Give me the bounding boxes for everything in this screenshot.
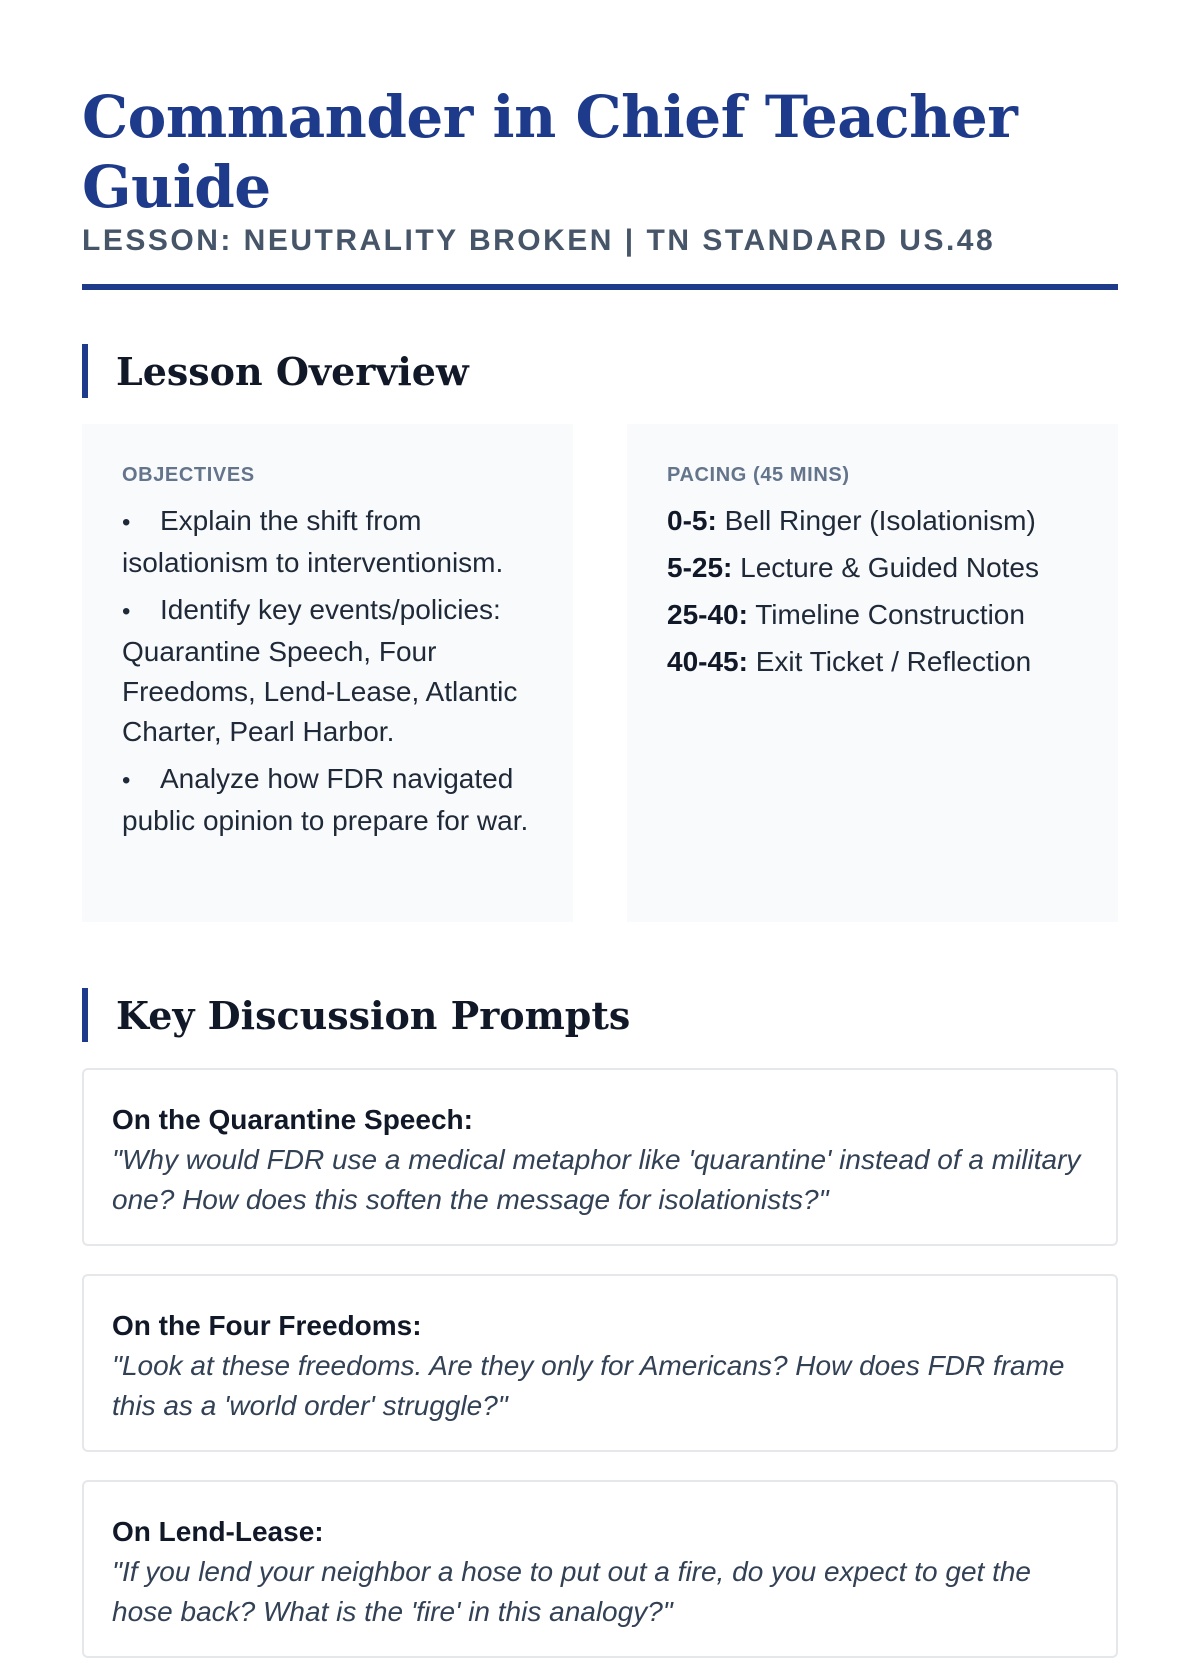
discussion-prompts-heading [82, 988, 1118, 1042]
prompt-title: On the Four Freedoms: [112, 1310, 422, 1341]
discussion-prompts-section [82, 988, 1118, 1658]
objective-text: Identify key events/policies: Quarantine Speech, Four Freedoms, Lend-Lease, Atlantic Charter, Pearl Harbor. [122, 594, 518, 747]
pacing-card [627, 424, 1118, 922]
bullet-icon: • [122, 598, 131, 625]
pacing-row [667, 595, 1078, 635]
objectives-label: OBJECTIVES [122, 464, 255, 486]
lesson-subtitle: LESSON: NEUTRALITY BROKEN | TN STANDARD US.48 [82, 224, 996, 257]
prompt-title: On the Quarantine Speech: [112, 1104, 473, 1135]
pacing-activity: Bell Ringer (Isolationism) [724, 505, 1036, 536]
pacing-activity: Exit Ticket / Reflection [755, 646, 1032, 677]
pacing-row [667, 642, 1078, 682]
heading-accent-bar [82, 988, 88, 1042]
objectives-card [82, 424, 573, 922]
prompt-question: "Look at these freedoms. Are they only for Americans? How does FDR frame this as a 'world order' struggle?" [112, 1350, 1065, 1421]
objective-text: Explain the shift from isolationism to interventionism. [122, 505, 504, 578]
page-title: Commander in Chief Teacher Guide [82, 83, 1018, 221]
bullet-icon: • [122, 509, 131, 536]
pacing-activity: Timeline Construction [755, 599, 1025, 630]
heading-accent-bar [82, 344, 88, 398]
prompt-card [82, 1068, 1118, 1246]
list-item [122, 590, 533, 752]
prompt-question: "Why would FDR use a medical metaphor like 'quarantine' instead of a military one? How does this soften the message for isolationists?" [112, 1144, 1081, 1215]
pacing-time: 0-5: [667, 505, 717, 536]
objectives-list [122, 501, 533, 841]
prompt-list [82, 1068, 1118, 1658]
overview-grid [82, 424, 1118, 922]
section-title: Key Discussion Prompts [116, 992, 631, 1038]
pacing-row [667, 548, 1078, 588]
pacing-time: 40-45: [667, 646, 748, 677]
pacing-time: 25-40: [667, 599, 748, 630]
pacing-list [667, 501, 1078, 682]
section-title: Lesson Overview [116, 348, 469, 394]
pacing-time: 5-25: [667, 552, 733, 583]
prompt-question: "If you lend your neighbor a hose to put out a fire, do you expect to get the hose back? What is the 'fire' in this analogy?" [112, 1556, 1031, 1627]
pacing-row [667, 501, 1078, 541]
prompt-title: On Lend-Lease: [112, 1516, 324, 1547]
header-divider [82, 284, 1118, 290]
lesson-overview-section [82, 344, 1118, 922]
pacing-label: PACING (45 MINS) [667, 464, 850, 486]
prompt-card [82, 1480, 1118, 1658]
document-header [82, 0, 1118, 290]
objective-text: Analyze how FDR navigated public opinion to prepare for war. [122, 763, 529, 836]
pacing-activity: Lecture & Guided Notes [740, 552, 1039, 583]
lesson-overview-heading [82, 344, 1118, 398]
list-item [122, 501, 533, 583]
prompt-card [82, 1274, 1118, 1452]
list-item [122, 759, 533, 841]
bullet-icon: • [122, 767, 131, 794]
